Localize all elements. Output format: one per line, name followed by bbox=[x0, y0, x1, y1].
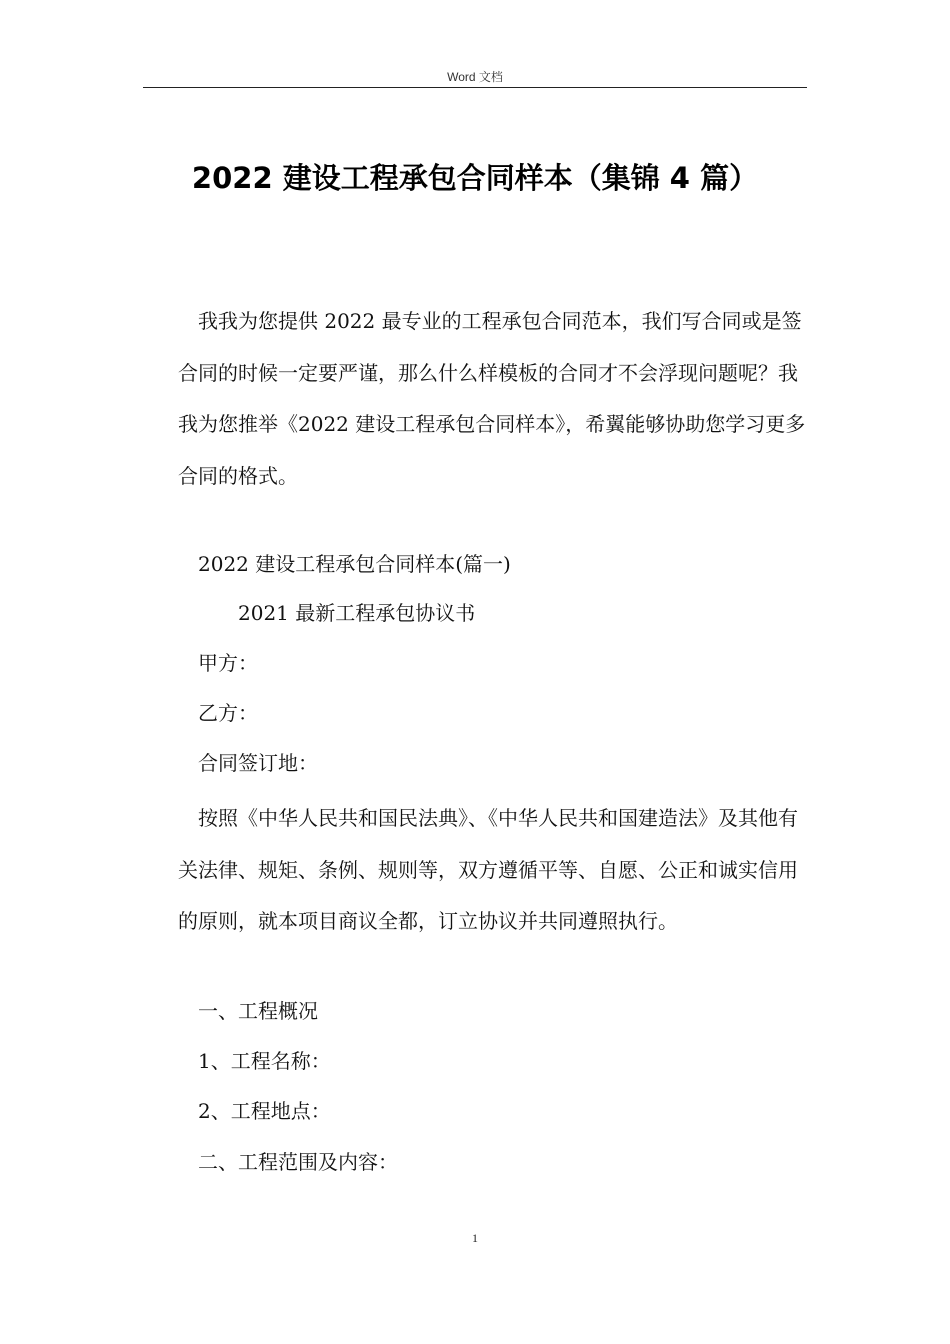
party-b-label: 乙方： bbox=[198, 701, 258, 725]
header-divider bbox=[143, 87, 807, 88]
intro-paragraph: 我我为您提供 2022 最专业的工程承包合同范本，我们写合同或是签合同的时候一定要严谨，那么什么样模板的合同才不会浮现问题呢？我我为您推举《2022 建设工程承包合同样本》，希翼能够协助您学习更多合同的格式。 bbox=[178, 309, 806, 488]
signing-place-label: 合同签订地： bbox=[198, 751, 318, 775]
page-number: 1 bbox=[472, 1231, 478, 1245]
section-one-heading: 一、工程概况 bbox=[198, 999, 318, 1023]
document-title: 2022 建设工程承包合同样本（集锦 4 篇） bbox=[191, 161, 759, 195]
party-a-label: 甲方： bbox=[198, 651, 258, 675]
header-label: Word 文档 bbox=[447, 70, 503, 84]
basis-paragraph: 按照《中华人民共和国民法典》、《中华人民共和国建造法》及其他有关法律、规矩、条例、规则等，双方遵循平等、自愿、公正和诚实信用的原则，就本项目商议全都，订立协议并共同遵照执行。 bbox=[178, 806, 798, 933]
project-location-item: 2、工程地点： bbox=[198, 1099, 331, 1123]
section-heading: 2022 建设工程承包合同样本(篇一) bbox=[198, 552, 511, 576]
project-name-item: 1、工程名称： bbox=[198, 1049, 331, 1073]
agreement-title: 2021 最新工程承包协议书 bbox=[238, 601, 476, 625]
section-two-heading: 二、工程范围及内容： bbox=[198, 1150, 398, 1174]
